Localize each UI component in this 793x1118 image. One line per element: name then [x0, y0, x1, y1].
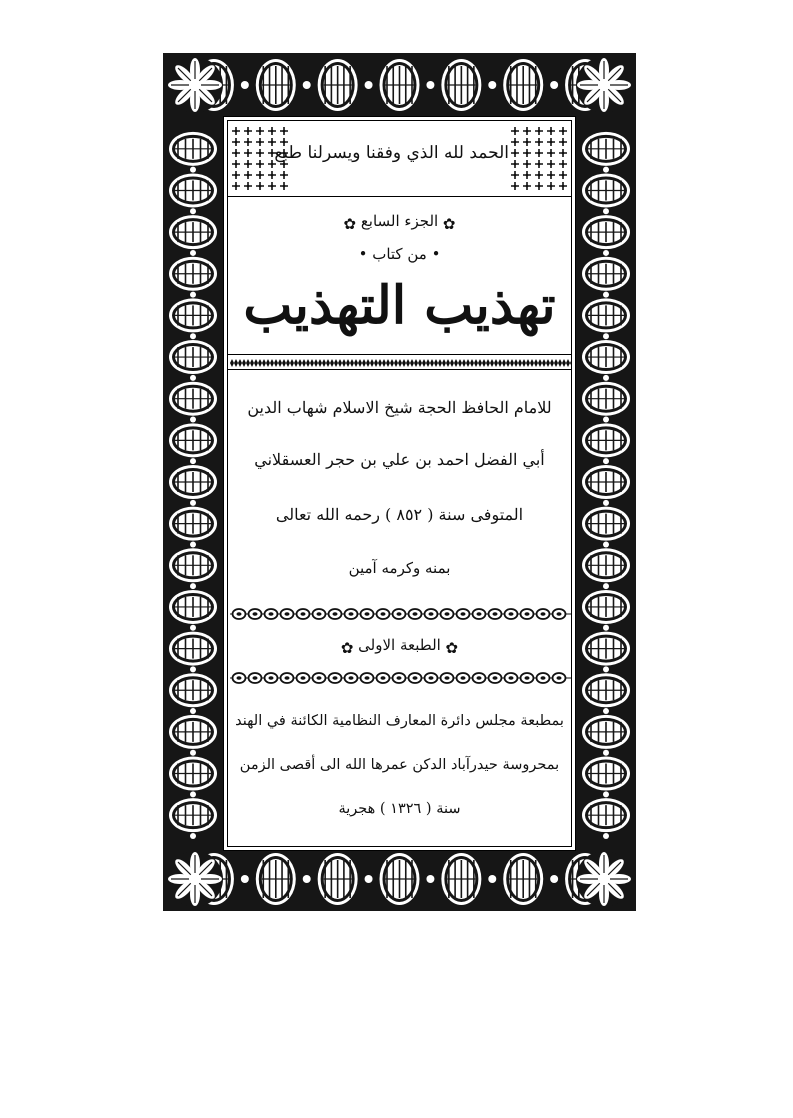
publisher-line-2: بمحروسة حيدرآباد الدكن عمرها الله الى أقصى الزمن	[239, 757, 560, 773]
flower-icon: ✿	[340, 639, 354, 657]
chain-divider-bottom	[230, 669, 569, 687]
flower-icon: ✿	[442, 215, 456, 233]
praise-line: الحمد لله الذي وفقنا ويسرلنا طبع	[274, 143, 509, 163]
ornamental-border	[163, 53, 636, 911]
title-panel	[223, 116, 576, 851]
volume-line	[228, 212, 571, 233]
author-line-4: بمنه وكرمه آمين	[348, 559, 451, 577]
header-band	[228, 121, 571, 197]
volume-label: الجزء السابع	[360, 212, 439, 230]
flower-icon: ✿	[445, 639, 459, 657]
publisher-line-1: بمطبعة مجلس دائرة المعارف النظامية الكائنة في الهند	[235, 713, 564, 729]
from-book-line	[228, 245, 571, 263]
author-line-3: المتوفى سنة ( ٨٥٢ ) رحمه الله تعالى	[275, 505, 524, 524]
title-divider	[228, 354, 571, 370]
edition-line	[228, 636, 571, 657]
from-book-label: من كتاب	[372, 245, 427, 263]
author-line-1: للامام الحافظ الحجة شيخ الاسلام شهاب الدين	[247, 398, 552, 417]
flower-icon: ✿	[343, 215, 357, 233]
publisher-line-3: سنة ( ١٣٢٦ ) هجرية	[338, 801, 461, 817]
chain-divider-top	[230, 605, 569, 623]
dot-icon: •	[358, 245, 368, 263]
dot-icon: •	[431, 245, 441, 263]
book-title: تهذيب التهذيب	[243, 275, 556, 336]
cross-pattern-right	[509, 125, 569, 191]
edition-label: الطبعة الاولى	[358, 636, 441, 654]
author-line-2: أبي الفضل احمد بن علي بن حجر العسقلاني	[254, 450, 545, 469]
